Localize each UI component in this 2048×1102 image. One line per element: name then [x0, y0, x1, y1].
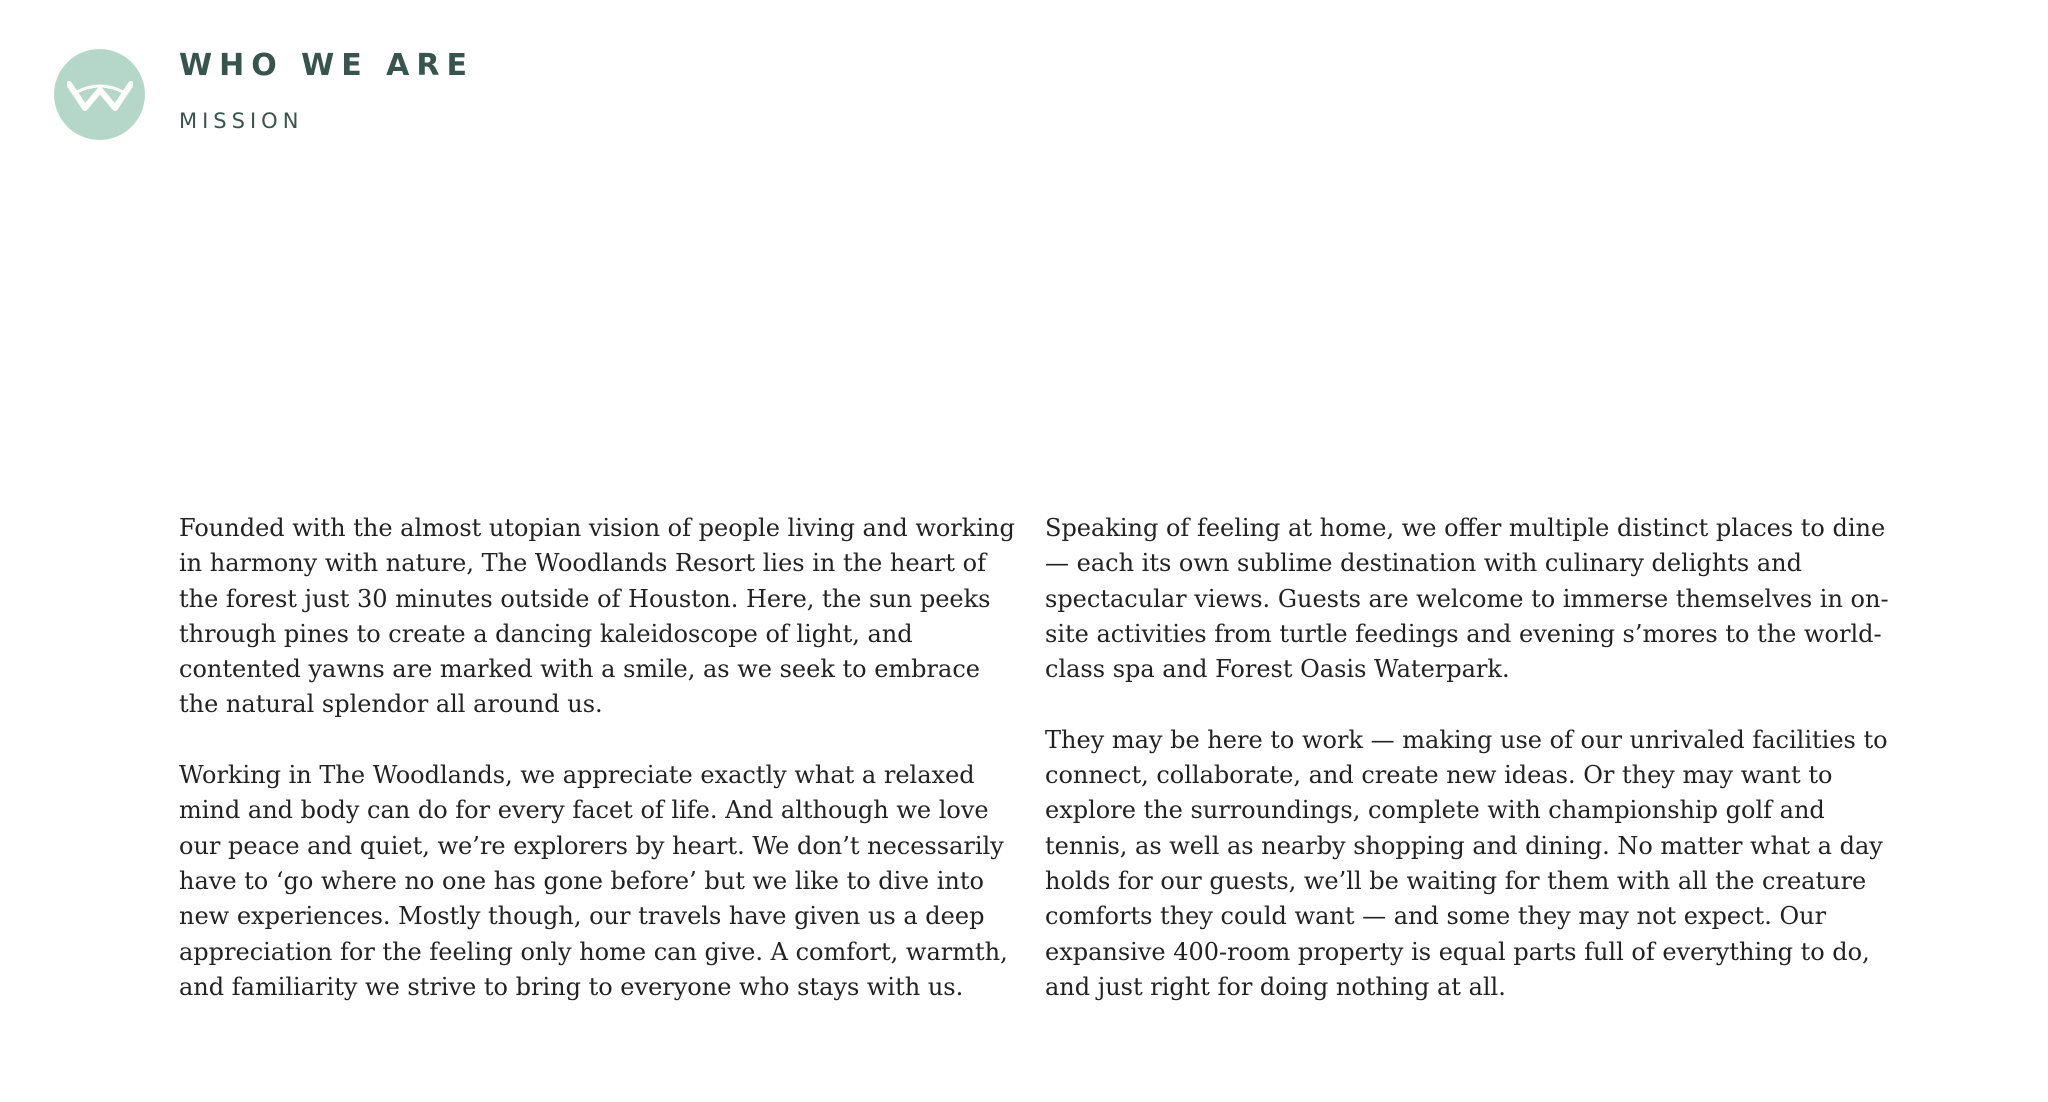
- brand-logo: [54, 49, 145, 140]
- right-text-column: [1045, 511, 1895, 1040]
- page-title: WHO WE ARE: [179, 48, 474, 83]
- left-text-column: [179, 511, 1019, 1040]
- paragraph: Speaking of feeling at home, we offer multiple distinct places to dine — each its own sublime destination with culinary delights and spectacular views. Guests are welcome to immerse themselves in on-site activities from turtle feedings and evening s’mores to the world-class spa and Forest Oasis Waterpark.: [1045, 514, 1889, 684]
- paragraph: Working in The Woodlands, we appreciate exactly what a relaxed mind and body can do for every facet of life. And although we love our peace and quiet, we’re explorers by heart. We don’t necessarily have to ‘go where no one has gone before’ but we like to dive into new experiences. Mostly though, our travels have given us a deep appreciation for the feeling only home can give. A comfort, warmth, and familiarity we strive to bring to everyone who stays with us.: [179, 761, 1008, 1001]
- paragraph: They may be here to work — making use of our unrivaled facilities to connect, collaborate, and create new ideas. Or they may want to explore the surroundings, complete with championship golf and tennis, as well as nearby shopping and dining. No matter what a day holds for our guests, we’ll be waiting for them with all the creature comforts they could want — and some they may not expect. Our expansive 400-room property is equal parts full of everything to do, and just right for doing nothing at all.: [1045, 725, 1888, 1001]
- woodlands-w-logo-icon: [67, 78, 133, 112]
- page-subtitle: MISSION: [179, 109, 304, 133]
- paragraph: Founded with the almost utopian vision of people living and working in harmony with nature, The Woodlands Resort lies in the heart of the forest just 30 minutes outside of Houston. Here, the sun peeks through pines to create a dancing kaleidoscope of light, and contented yawns are marked with a smile, as we seek to embrace the natural splendor all around us.: [179, 514, 1015, 719]
